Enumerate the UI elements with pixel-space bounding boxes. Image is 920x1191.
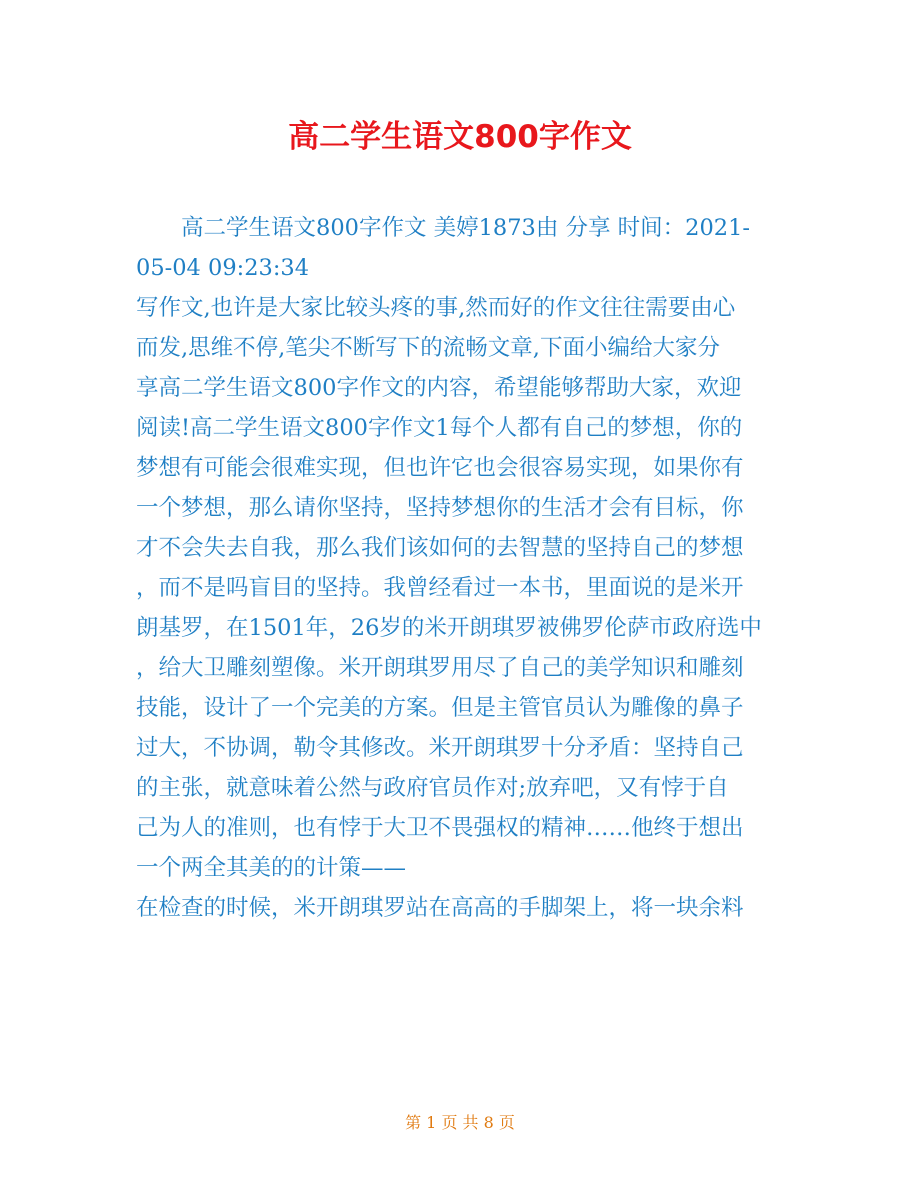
body-line-13: 技能，设计了一个完美的方案。但是主管官员认为雕像的鼻子 bbox=[136, 695, 744, 721]
document-title: 高二学生语文800字作文 bbox=[288, 119, 632, 155]
body-line-1: 高二学生语文800字作文 美婷1873由 分享 时间：2021- bbox=[181, 215, 751, 241]
body-line-4: 而发,思维不停,笔尖不断写下的流畅文章,下面小编给大家分 bbox=[136, 335, 720, 361]
body-line-14: 过大，不协调，勒令其修改。米开朗琪罗十分矛盾：坚持自己 bbox=[136, 735, 744, 761]
body-line-8: 一个梦想，那么请你坚持，坚持梦想你的生活才会有目标，你 bbox=[136, 495, 744, 521]
body-line-7: 梦想有可能会很难实现，但也许它也会很容易实现，如果你有 bbox=[136, 455, 744, 481]
body-line-17: 一个两全其美的的计策—— bbox=[136, 855, 407, 881]
body-line-16: 己为人的准则，也有悖于大卫不畏强权的精神……他终于想出 bbox=[136, 815, 744, 841]
document-body bbox=[136, 208, 788, 928]
body-line-10: ，而不是吗盲目的坚持。我曾经看过一本书，里面说的是米开 bbox=[136, 575, 744, 601]
body-line-6: 阅读!高二学生语文800字作文1每个人都有自己的梦想，你的 bbox=[136, 415, 743, 441]
body-line-11: 朗基罗，在1501年，26岁的米开朗琪罗被佛罗伦萨市政府选中 bbox=[136, 615, 762, 641]
body-line-12: ，给大卫雕刻塑像。米开朗琪罗用尽了自己的美学知识和雕刻 bbox=[136, 655, 744, 681]
body-line-18: 在检查的时候，米开朗琪罗站在高高的手脚架上，将一块余料 bbox=[136, 895, 744, 921]
page-footer: 第 1 页 共 8 页 bbox=[405, 1113, 515, 1132]
body-line-2: 05-04 09:23:34 bbox=[136, 255, 310, 281]
body-line-5: 享高二学生语文800字作文的内容，希望能够帮助大家，欢迎 bbox=[136, 375, 742, 401]
body-line-3: 写作文,也许是大家比较头疼的事,然而好的作文往往需要由心 bbox=[136, 295, 736, 321]
body-line-15: 的主张，就意味着公然与政府官员作对;放弃吧，又有悖于自 bbox=[136, 775, 729, 801]
body-line-9: 才不会失去自我，那么我们该如何的去智慧的坚持自己的梦想 bbox=[136, 535, 744, 561]
